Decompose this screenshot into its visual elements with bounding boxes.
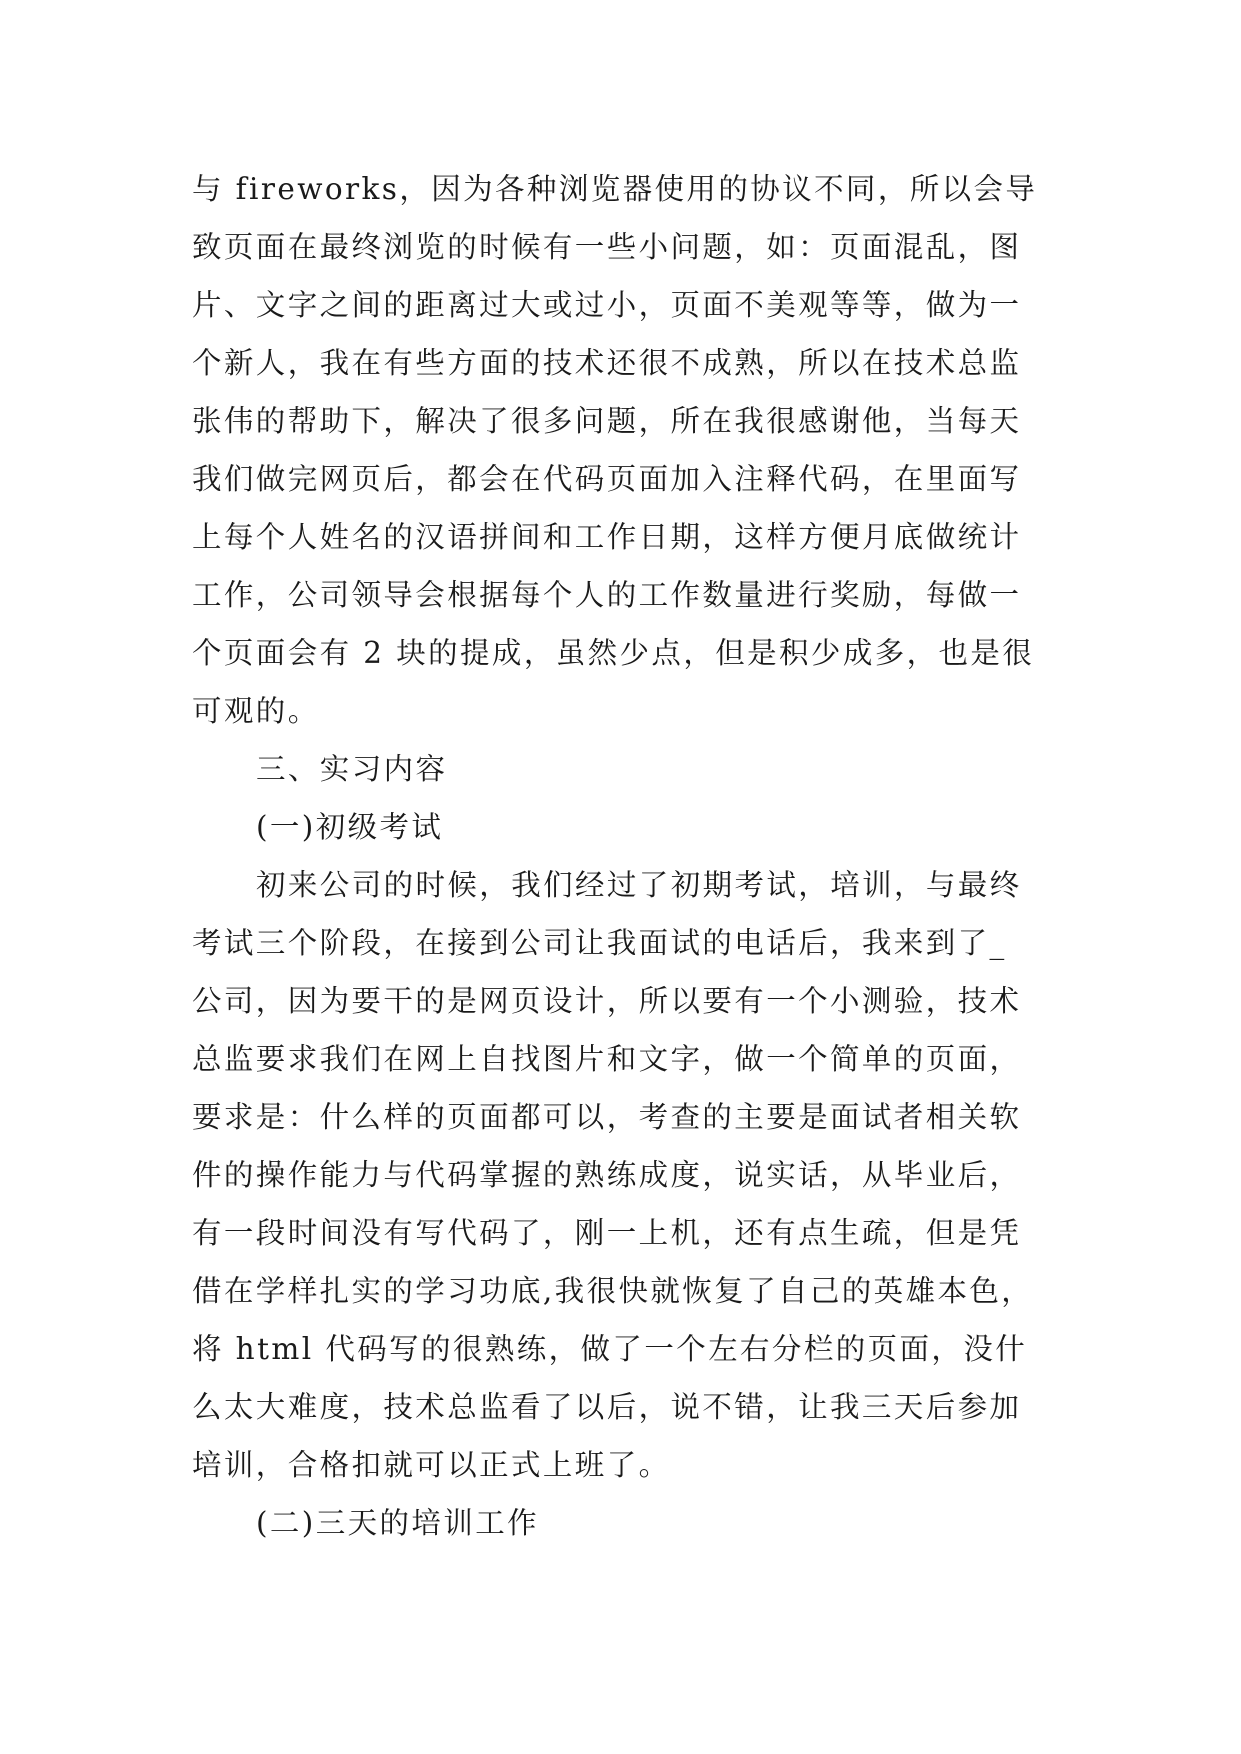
paragraph-line: 公司，因为要干的是网页设计，所以要有一个小测验，技术	[192, 984, 1022, 1018]
section-heading: 三、实习内容	[256, 752, 448, 786]
paragraph-line: 与 fireworks，因为各种浏览器使用的协议不同，所以会导	[192, 172, 1038, 206]
paragraph-line: 将 html 代码写的很熟练，做了一个左右分栏的页面，没什	[192, 1332, 1028, 1366]
paragraph-line: 要求是：什么样的页面都可以，考查的主要是面试者相关软	[192, 1100, 1022, 1134]
subsection-heading: (一)初级考试	[256, 810, 444, 844]
paragraph-line: 件的操作能力与代码掌握的熟练成度，说实话，从毕业后，	[192, 1158, 1022, 1192]
subsection-heading: (二)三天的培训工作	[256, 1506, 540, 1540]
paragraph-line: 工作，公司领导会根据每个人的工作数量进行奖励，每做一	[192, 578, 1022, 612]
paragraph-line: 张伟的帮助下，解决了很多问题，所在我很感谢他，当每天	[192, 404, 1022, 438]
paragraph-line: 致页面在最终浏览的时候有一些小问题，如：页面混乱，图	[192, 230, 1022, 264]
body-text	[192, 160, 1072, 1552]
paragraph-line: 培训，合格扣就可以正式上班了。	[192, 1448, 671, 1482]
paragraph-line: 上每个人姓名的汉语拼间和工作日期，这样方便月底做统计	[192, 520, 1022, 554]
paragraph-line: 借在学样扎实的学习功底,我很快就恢复了自己的英雄本色，	[192, 1274, 1034, 1308]
paragraph-line: 总监要求我们在网上自找图片和文字，做一个简单的页面，	[192, 1042, 1022, 1076]
paragraph-line: 个新人，我在有些方面的技术还很不成熟，所以在技术总监	[192, 346, 1022, 380]
paragraph-line: 可观的。	[192, 694, 320, 728]
paragraph-line: 有一段时间没有写代码了，刚一上机，还有点生疏，但是凭	[192, 1216, 1022, 1250]
paragraph-line: 初来公司的时候，我们经过了初期考试，培训，与最终	[256, 868, 1022, 902]
paragraph-line: 么太大难度，技术总监看了以后，说不错，让我三天后参加	[192, 1390, 1022, 1424]
paragraph-line: 片、文字之间的距离过大或过小，页面不美观等等，做为一	[192, 288, 1022, 322]
paragraph-line: 考试三个阶段，在接到公司让我面试的电话后，我来到了_	[192, 926, 1007, 960]
paragraph-line: 个页面会有 2 块的提成，虽然少点，但是积少成多，也是很	[192, 636, 1035, 670]
paragraph-line: 我们做完网页后，都会在代码页面加入注释代码，在里面写	[192, 462, 1022, 496]
